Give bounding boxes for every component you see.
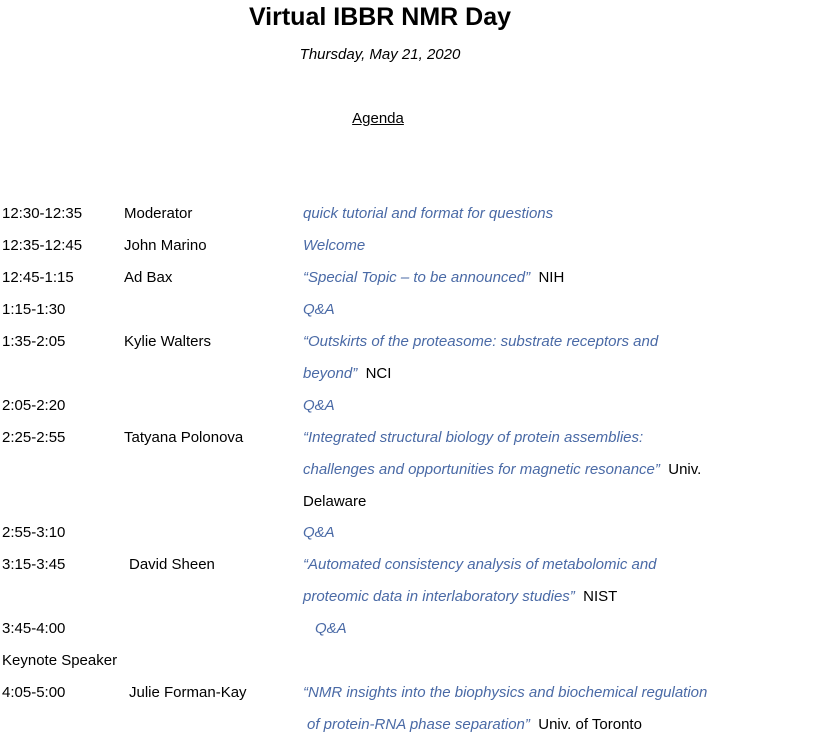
affiliation: NIST [583,588,618,605]
talk-title-line2: proteomic data in interlaboratory studies” [303,588,575,605]
talk-title-line1: “Outskirts of the proteasome: substrate receptors and [303,333,659,350]
qa-session: Q&A [303,524,335,541]
agenda-row [0,294,819,326]
agenda-row [0,326,819,358]
talk-title: quick tutorial and format for questions [303,205,554,222]
agenda-row [0,677,819,709]
time-slot: 2:55-3:10 [2,524,66,541]
affiliation: Univ. [668,461,702,478]
agenda-row-continuation [0,709,819,741]
agenda-row [0,422,819,454]
time-slot: 4:05-5:00 [2,684,66,701]
time-slot: 2:25-2:55 [2,429,66,446]
agenda-row [0,613,819,645]
talk-title-line1: “Integrated structural biology of protein assemblies: [303,429,644,446]
time-slot: 3:15-3:45 [2,556,66,573]
speaker-name: Moderator [124,205,193,222]
agenda-row [0,390,819,422]
agenda-row-continuation [0,454,819,486]
time-slot: 12:45-1:15 [2,269,74,286]
agenda-row [0,262,819,294]
agenda-row [0,517,819,549]
speaker-name: Kylie Walters [124,333,211,350]
agenda-row [0,230,819,262]
time-slot: 1:35-2:05 [2,333,66,350]
talk-title-line2: challenges and opportunities for magnetic resonance” [303,461,660,478]
affiliation: Univ. of Toronto [538,716,642,733]
agenda-row [0,549,819,581]
keynote-label: Keynote Speaker [2,652,118,669]
talk-title-line2: beyond” [303,365,358,382]
talk-entry [303,581,617,613]
affiliation: NIH [538,269,565,286]
talk-title-line1: “NMR insights into the biophysics and biochemical regulation [303,684,708,701]
speaker-name: Tatyana Polonova [124,429,244,446]
agenda-row-continuation [0,581,819,613]
qa-session: Q&A [303,397,335,414]
talk-title-line1: “Automated consistency analysis of metabolomic and [303,556,657,573]
speaker-name: John Marino [124,237,207,254]
agenda-row-continuation [0,486,819,518]
qa-session: Q&A [303,301,335,318]
qa-session: Q&A [315,620,347,637]
event-date: Thursday, May 21, 2020 [299,46,461,63]
time-slot: 3:45-4:00 [2,620,66,637]
agenda-heading: Agenda [352,110,404,127]
talk-title: “Special Topic – to be announced” [303,269,531,286]
time-slot: 1:15-1:30 [2,301,66,318]
talk-entry [307,709,642,741]
affiliation: NCI [365,365,392,382]
page-title: Virtual IBBR NMR Day [248,3,512,31]
talk-entry [303,358,391,390]
speaker-name: Julie Forman-Kay [129,684,247,701]
talk-entry [303,262,564,294]
time-slot: 12:35-12:45 [2,237,83,254]
affiliation-continued: Delaware [303,493,367,510]
talk-title-line2: of protein-RNA phase separation” [307,716,530,733]
talk-title: Welcome [303,237,366,254]
time-slot: 12:30-12:35 [2,205,83,222]
agenda-row [0,198,819,230]
speaker-name: Ad Bax [124,269,173,286]
keynote-row [0,645,819,677]
agenda-row-continuation [0,358,819,390]
speaker-name: David Sheen [129,556,215,573]
talk-entry [303,454,701,486]
time-slot: 2:05-2:20 [2,397,66,414]
